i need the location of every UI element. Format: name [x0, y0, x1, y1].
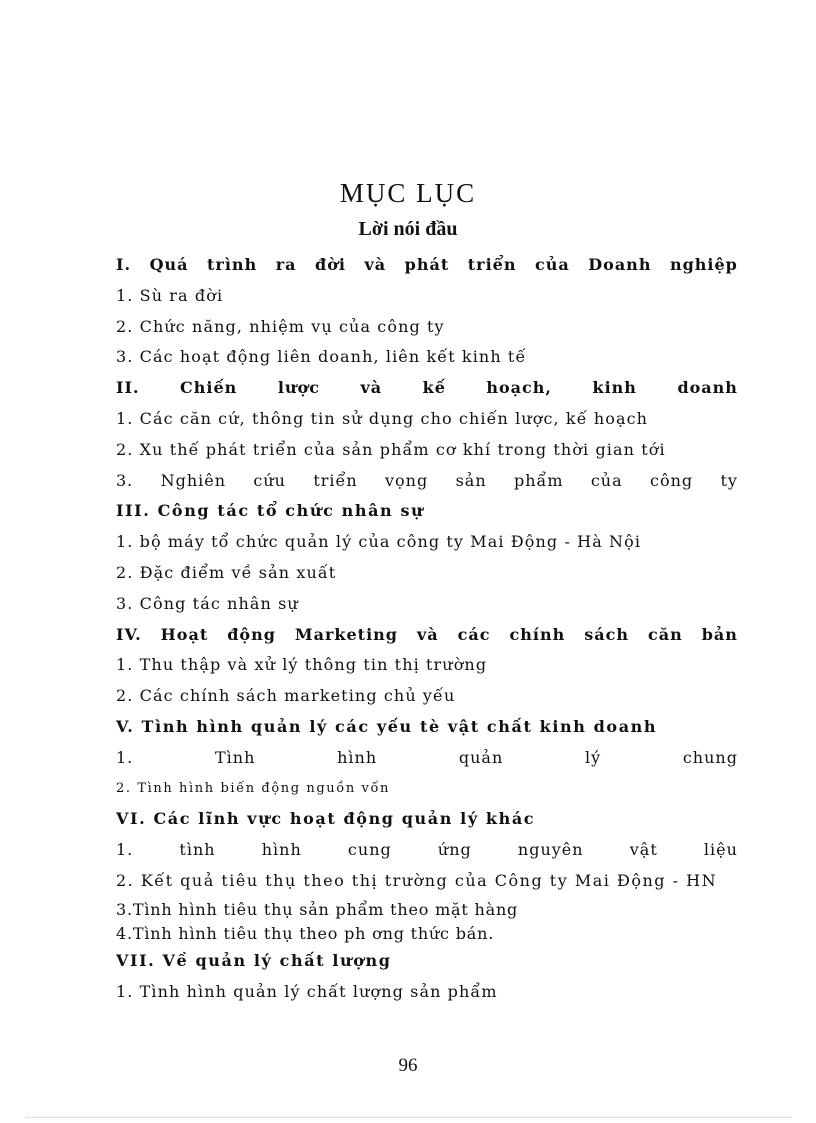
toc-item: [116, 466, 738, 497]
word: lý: [584, 747, 602, 767]
section-heading: VI. Các lĩnh vực hoạt động quản lý khác: [116, 809, 536, 829]
toc-item: 2. Tình hình biến động nguồn vốn: [116, 780, 391, 796]
word: trình: [207, 255, 258, 274]
toc-item: 1. Sù ra đời: [116, 285, 224, 305]
word: Doanh: [588, 255, 652, 274]
word: 1.: [116, 840, 134, 860]
word: ứng: [437, 840, 472, 860]
toc-item: 4.Tình hình tiêu thụ theo ph ơng thức bán.: [116, 923, 495, 943]
word: sách: [584, 624, 629, 644]
word: của: [590, 470, 623, 490]
toc-item: [116, 835, 738, 866]
toc-item: 1. Tình hình quản lý chất lượng sản phẩm: [116, 981, 498, 1001]
word: động: [227, 624, 276, 644]
toc-item: 2. Các chính sách marketing chủ yếu: [116, 686, 456, 706]
word: hoạch,: [486, 378, 552, 398]
word: nghiệp: [669, 255, 738, 274]
page-bottom-divider: [25, 1117, 791, 1118]
word: kế: [422, 378, 446, 398]
word: cứu: [253, 470, 286, 490]
word: vọng: [385, 470, 429, 490]
word: 3.: [116, 470, 134, 490]
word: ty: [720, 470, 738, 490]
word: tình: [179, 840, 216, 860]
word: II.: [116, 378, 140, 398]
toc-item: 3. Các hoạt động liên doanh, liên kết kinh tế: [116, 347, 527, 367]
toc-item: 2. Đặc điểm về sản xuất: [116, 562, 337, 582]
word: hình: [261, 840, 302, 860]
table-of-contents: [116, 250, 738, 1008]
word: Marketing: [294, 624, 398, 644]
word: kinh: [592, 378, 637, 398]
word: nguyên: [517, 840, 584, 860]
word: triển: [313, 470, 358, 490]
page-number: 96: [398, 1055, 418, 1076]
word: đời: [315, 255, 346, 274]
word: doanh: [677, 378, 738, 398]
word: Hoạt: [160, 624, 209, 644]
word: IV.: [116, 624, 142, 644]
section-heading: V. Tình hình quản lý các yếu tè vật chất kinh doanh: [116, 716, 658, 736]
word: căn: [647, 624, 683, 644]
word: Tình: [214, 747, 256, 767]
toc-item: 1. Thu thập và xử lý thông tin thị trường: [116, 655, 488, 675]
toc-title: MỤC LỤC: [339, 178, 477, 208]
word: cung: [347, 840, 392, 860]
word: chung: [682, 747, 738, 767]
word: quản: [458, 747, 504, 767]
section-heading: VII. Về quản lý chất lượng: [116, 950, 392, 970]
word: vật: [629, 840, 658, 860]
word: của: [535, 255, 570, 274]
preface-heading: Lời nói đầu: [358, 218, 458, 240]
toc-item: 2. Kết quả tiêu thụ theo thị trường của Công ty Mai Động - HN: [116, 870, 718, 890]
word: Quá: [149, 255, 189, 274]
section-heading: III. Công tác tổ chức nhân sự: [116, 501, 425, 521]
word: phát: [404, 255, 450, 274]
word: và: [364, 255, 387, 274]
section-heading: [116, 250, 738, 281]
toc-item: [116, 743, 738, 774]
word: lược: [277, 378, 320, 398]
word: và: [416, 624, 439, 644]
word: chính: [509, 624, 566, 644]
word: Chiến: [180, 378, 238, 398]
word: các: [457, 624, 491, 644]
word: 1.: [116, 747, 134, 767]
section-heading: [116, 373, 738, 404]
word: sản: [455, 470, 487, 490]
section-heading: [116, 620, 738, 651]
toc-item: 1. bộ máy tổ chức quản lý của công ty Mai Động - Hà Nội: [116, 532, 642, 552]
word: liệu: [703, 840, 738, 860]
word: Nghiên: [160, 470, 227, 490]
word: và: [360, 378, 383, 398]
word: công: [650, 470, 694, 490]
word: I.: [116, 255, 132, 274]
word: bản: [701, 624, 738, 644]
word: hình: [337, 747, 378, 767]
toc-item: 3.Tình hình tiêu thụ sản phẩm theo mặt hàng: [116, 899, 519, 919]
toc-item: 1. Các căn cứ, thông tin sử dụng cho chiến lược, kế hoạch: [116, 408, 649, 428]
word: phẩm: [513, 470, 564, 490]
word: triển: [467, 255, 517, 274]
word: ra: [275, 255, 297, 274]
toc-item: 2. Xu thế phát triển của sản phẩm cơ khí trong thời gian tới: [116, 439, 666, 459]
toc-item: 2. Chức năng, nhiệm vụ của công ty: [116, 316, 445, 336]
toc-item: 3. Công tác nhân sự: [116, 593, 299, 613]
